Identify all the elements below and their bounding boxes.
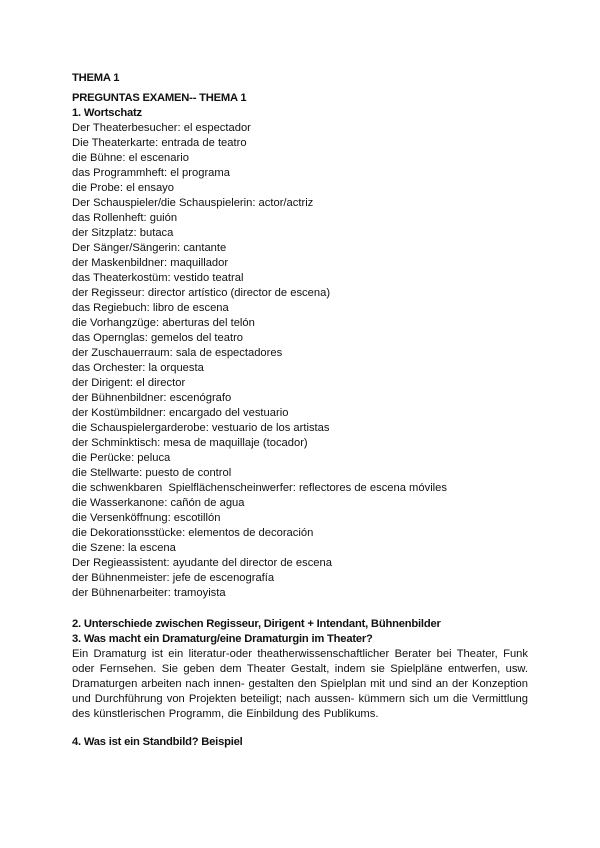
vocabulary-item: das Opernglas: gemelos del teatro xyxy=(72,332,244,344)
vocabulary-item: die Probe: el ensayo xyxy=(72,182,174,194)
document-title: THEMA 1 xyxy=(72,72,120,84)
vocabulary-item: Der Schauspieler/die Schauspielerin: actor/actriz xyxy=(72,197,314,209)
document-subtitle: PREGUNTAS EXAMEN-- THEMA 1 xyxy=(72,92,247,104)
vocabulary-item: Der Regieassistent: ayudante del director de escena xyxy=(72,557,332,569)
section-1-heading: 1. Wortschatz xyxy=(72,107,142,119)
vocabulary-item: der Schminktisch: mesa de maquillaje (tocador) xyxy=(72,437,308,449)
vocabulary-item: die Bühne: el escenario xyxy=(72,152,189,164)
vocabulary-item: das Theaterkostüm: vestido teatral xyxy=(72,272,244,284)
vocabulary-item: der Bühnenarbeiter: tramoyista xyxy=(72,587,226,599)
vocabulary-item: Die Theaterkarte: entrada de teatro xyxy=(72,137,247,149)
vocabulary-item: die Stellwarte: puesto de control xyxy=(72,467,232,479)
vocabulary-item: Der Theaterbesucher: el espectador xyxy=(72,122,251,134)
vocabulary-item: die Szene: la escena xyxy=(72,542,176,554)
section-2-heading: 2. Unterschiede zwischen Regisseur, Dirigent + Intendant, Bühnenbilder xyxy=(72,618,441,630)
vocabulary-item: der Maskenbildner: maquillador xyxy=(72,257,229,269)
vocabulary-item: die Wasserkanone: cañón de agua xyxy=(72,497,245,509)
spacer xyxy=(72,601,528,617)
vocabulary-list xyxy=(72,121,528,601)
vocabulary-item: Der Sänger/Sängerin: cantante xyxy=(72,242,227,254)
vocabulary-item: das Programmheft: el programa xyxy=(72,167,230,179)
section-3-paragraph: Ein Dramaturg ist ein literatur-oder theatherwissenschaftlicher Berater bei Theater, Funk oder Fernsehen. Sie geben dem Theater Gestalt, indem sie Spielpläne entwerfen, usw. Dramaturgen arbeiten nach innen- gestalten den Spielplan mit und sind an der Konzeption und Durchführung von Projekten beteiligt; nach aussen- kümmern sich um die Vermittlung des künstlerischen Programm, die Einbildung des Publikums. xyxy=(72,648,528,721)
vocabulary-item: die Versenköffnung: escotillón xyxy=(72,512,221,524)
vocabulary-item: das Regiebuch: libro de escena xyxy=(72,302,229,314)
vocabulary-item: das Orchester: la orquesta xyxy=(72,362,204,374)
vocabulary-item: der Dirigent: el director xyxy=(72,377,186,389)
vocabulary-item: das Rollenheft: guión xyxy=(72,212,178,224)
section-4-heading: 4. Was ist ein Standbild? Beispiel xyxy=(72,736,243,749)
vocabulary-item: der Regisseur: director artístico (director de escena) xyxy=(72,287,331,299)
vocabulary-item: der Bühnenbildner: escenógrafo xyxy=(72,392,232,404)
vocabulary-item: die Vorhangzüge: aberturas del telón xyxy=(72,317,255,329)
spacer xyxy=(72,722,528,735)
vocabulary-item: der Kostümbildner: encargado del vestuario xyxy=(72,407,289,419)
vocabulary-item: der Zuschauerraum: sala de espectadores xyxy=(72,347,283,359)
vocabulary-item: die Perücke: peluca xyxy=(72,452,171,464)
vocabulary-item: der Bühnenmeister: jefe de escenografía xyxy=(72,572,275,584)
vocabulary-item: die Dekorationsstücke: elementos de decoración xyxy=(72,527,314,539)
vocabulary-item: die schwenkbaren Spielflächenscheinwerfer: reflectores de escena móviles xyxy=(72,482,447,494)
section-3-heading: 3. Was macht ein Dramaturg/eine Dramaturgin im Theater? xyxy=(72,633,373,645)
vocabulary-item: der Sitzplatz: butaca xyxy=(72,227,174,239)
vocabulary-item: die Schauspielergarderobe: vestuario de los artistas xyxy=(72,422,330,434)
document-page xyxy=(72,71,528,750)
